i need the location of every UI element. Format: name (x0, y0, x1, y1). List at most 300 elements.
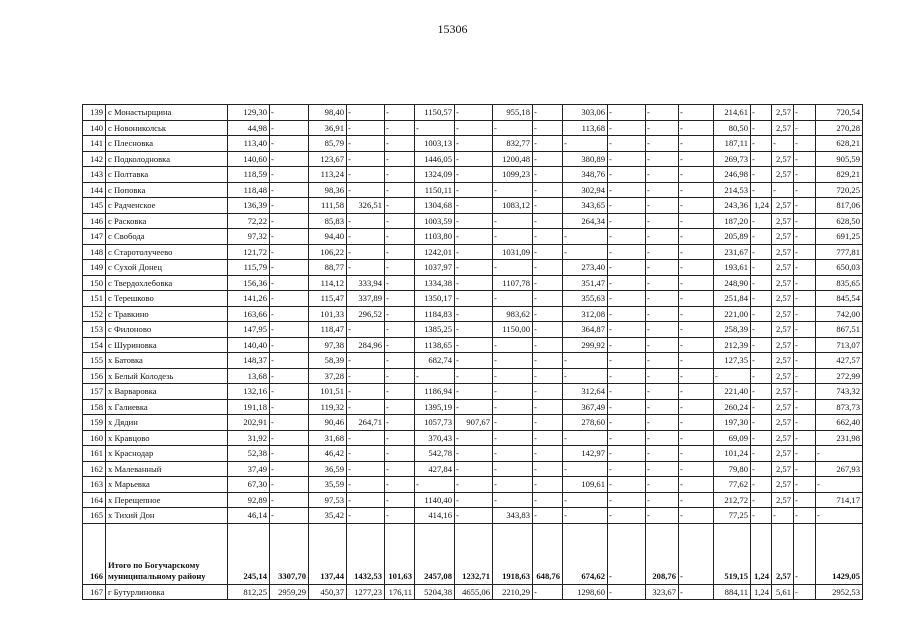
table-row (83, 492, 863, 508)
value-cell-1: 113,40 (228, 136, 270, 152)
row-index: 142 (83, 151, 106, 167)
value-cell-7: - (455, 291, 493, 307)
value-cell-3: 85,79 (309, 136, 347, 152)
value-cell-5: - (385, 306, 415, 322)
value-cell-4: - (347, 430, 385, 446)
value-cell-3: 85,83 (309, 213, 347, 229)
value-cell-16: 2,57 (772, 477, 794, 493)
table-row (83, 151, 863, 167)
value-cell-9: - (533, 384, 563, 400)
value-cell-6: 1385,25 (415, 322, 455, 338)
value-cell-11: - (608, 105, 646, 121)
value-cell-3: 115,47 (309, 291, 347, 307)
value-cell-3: 94,40 (309, 229, 347, 245)
value-cell-3: 114,12 (309, 275, 347, 291)
value-cell-10: 1298,60 (563, 584, 608, 600)
value-cell-12: - (646, 151, 679, 167)
value-cell-17: - (794, 446, 816, 462)
value-cell-7: - (455, 167, 493, 183)
value-cell-15: - (751, 136, 772, 152)
value-cell-10: 355,63 (563, 291, 608, 307)
value-cell-7: - (455, 461, 493, 477)
value-cell-1: 129,30 (228, 105, 270, 121)
value-cell-17: - (794, 508, 816, 524)
value-cell-15: - (751, 105, 772, 121)
value-cell-11: - (608, 477, 646, 493)
value-cell-4: - (347, 322, 385, 338)
value-cell-8: - (493, 477, 533, 493)
row-index: 167 (83, 584, 106, 600)
row-index: 165 (83, 508, 106, 524)
table-row (83, 136, 863, 152)
value-cell-2: - (270, 244, 309, 260)
value-cell-15: - (751, 430, 772, 446)
value-cell-17: - (794, 492, 816, 508)
value-cell-8: 1107,78 (493, 275, 533, 291)
value-cell-16: 2,57 (772, 446, 794, 462)
value-cell-18: 867,51 (816, 322, 863, 338)
value-cell-6: 1003,13 (415, 136, 455, 152)
value-cell-10: - (563, 136, 608, 152)
value-cell-14: 258,39 (714, 322, 751, 338)
value-cell-12: - (646, 306, 679, 322)
value-cell-16: 2,57 (772, 291, 794, 307)
value-cell-5: - (385, 291, 415, 307)
value-cell-18: 835,65 (816, 275, 863, 291)
value-cell-4: - (347, 508, 385, 524)
value-cell-15: - (751, 492, 772, 508)
value-cell-16: 2,57 (772, 430, 794, 446)
value-cell-15: - (751, 151, 772, 167)
value-cell-15: 1,24 (751, 584, 772, 600)
value-cell-8: 955,18 (493, 105, 533, 121)
value-cell-7: - (455, 306, 493, 322)
value-cell-18: 714,17 (816, 492, 863, 508)
value-cell-2: - (270, 399, 309, 415)
value-cell-16: 2,57 (772, 213, 794, 229)
value-cell-7: 4655,06 (455, 584, 493, 600)
value-cell-12: - (646, 337, 679, 353)
value-cell-10: - (563, 229, 608, 245)
row-index: 147 (83, 229, 106, 245)
value-cell-11: - (608, 244, 646, 260)
value-cell-8: - (493, 120, 533, 136)
value-cell-13: - (679, 275, 714, 291)
value-cell-6: 1324,09 (415, 167, 455, 183)
value-cell-6: 1138,65 (415, 337, 455, 353)
value-cell-15: - (751, 182, 772, 198)
row-index: 156 (83, 368, 106, 384)
value-cell-18: 1429,05 (816, 523, 863, 584)
value-cell-14: 246,98 (714, 167, 751, 183)
row-index: 162 (83, 461, 106, 477)
value-cell-6: 5204,38 (415, 584, 455, 600)
value-cell-4: - (347, 353, 385, 369)
value-cell-7: - (455, 384, 493, 400)
value-cell-13: - (679, 399, 714, 415)
value-cell-7: - (455, 492, 493, 508)
value-cell-10: 142,97 (563, 446, 608, 462)
value-cell-17: - (794, 291, 816, 307)
value-cell-13: - (679, 291, 714, 307)
value-cell-4: 1432,53 (347, 523, 385, 584)
value-cell-11: - (608, 182, 646, 198)
value-cell-11: - (608, 399, 646, 415)
row-index: 146 (83, 213, 106, 229)
value-cell-14: 187,11 (714, 136, 751, 152)
value-cell-14: 214,53 (714, 182, 751, 198)
value-cell-13: - (679, 415, 714, 431)
value-cell-16: 2,57 (772, 492, 794, 508)
value-cell-9: - (533, 260, 563, 276)
value-cell-12: - (646, 508, 679, 524)
settlement-name: х Галиевка (106, 399, 228, 415)
value-cell-13: - (679, 508, 714, 524)
value-cell-14: 251,84 (714, 291, 751, 307)
value-cell-15: 1,24 (751, 523, 772, 584)
value-cell-15: - (751, 260, 772, 276)
value-cell-15: - (751, 337, 772, 353)
value-cell-12: - (646, 477, 679, 493)
value-cell-3: 118,47 (309, 322, 347, 338)
value-cell-10: 109,61 (563, 477, 608, 493)
value-cell-9: - (533, 322, 563, 338)
value-cell-16: 5,61 (772, 584, 794, 600)
value-cell-12: - (646, 229, 679, 245)
value-cell-8: - (493, 384, 533, 400)
value-cell-1: 148,37 (228, 353, 270, 369)
value-cell-9: - (533, 353, 563, 369)
value-cell-9: - (533, 229, 563, 245)
value-cell-16: 2,57 (772, 384, 794, 400)
value-cell-1: 44,98 (228, 120, 270, 136)
value-cell-8: - (493, 291, 533, 307)
value-cell-7: - (455, 446, 493, 462)
value-cell-6: 1304,68 (415, 198, 455, 214)
value-cell-7: - (455, 244, 493, 260)
value-cell-17: - (794, 105, 816, 121)
row-index: 152 (83, 306, 106, 322)
value-cell-18: 873,73 (816, 399, 863, 415)
value-cell-14: 243,36 (714, 198, 751, 214)
value-cell-17: - (794, 244, 816, 260)
value-cell-3: 35,59 (309, 477, 347, 493)
value-cell-9: - (533, 105, 563, 121)
value-cell-5: - (385, 368, 415, 384)
value-cell-14: 205,89 (714, 229, 751, 245)
settlement-name: Итого по Богучарскому муниципальному району (106, 523, 228, 584)
value-cell-8: 1200,48 (493, 151, 533, 167)
value-cell-1: 202,91 (228, 415, 270, 431)
value-cell-5: - (385, 415, 415, 431)
value-cell-10: 264,34 (563, 213, 608, 229)
value-cell-17: - (794, 584, 816, 600)
table-row (83, 337, 863, 353)
value-cell-4: - (347, 151, 385, 167)
value-cell-18: 270,28 (816, 120, 863, 136)
value-cell-3: 97,38 (309, 337, 347, 353)
value-cell-6: 414,16 (415, 508, 455, 524)
value-cell-13: - (679, 322, 714, 338)
value-cell-14: 187,20 (714, 213, 751, 229)
value-cell-13: - (679, 353, 714, 369)
value-cell-3: 111,58 (309, 198, 347, 214)
value-cell-13: - (679, 584, 714, 600)
value-cell-1: 191,18 (228, 399, 270, 415)
value-cell-17: - (794, 477, 816, 493)
value-cell-2: - (270, 353, 309, 369)
value-cell-18: 845,54 (816, 291, 863, 307)
value-cell-17: - (794, 415, 816, 431)
value-cell-4: - (347, 477, 385, 493)
value-cell-13: - (679, 229, 714, 245)
value-cell-8: 1099,23 (493, 167, 533, 183)
value-cell-11: - (608, 368, 646, 384)
value-cell-16: 2,57 (772, 322, 794, 338)
table-row (83, 260, 863, 276)
value-cell-3: 137,44 (309, 523, 347, 584)
value-cell-13: - (679, 182, 714, 198)
value-cell-4: - (347, 384, 385, 400)
value-cell-2: - (270, 306, 309, 322)
value-cell-1: 147,95 (228, 322, 270, 338)
value-cell-2: - (270, 229, 309, 245)
value-cell-10: 302,94 (563, 182, 608, 198)
value-cell-7: - (455, 213, 493, 229)
table-row (83, 368, 863, 384)
settlement-name: с Расковка (106, 213, 228, 229)
value-cell-2: - (270, 167, 309, 183)
value-cell-1: 118,48 (228, 182, 270, 198)
value-cell-18: 628,21 (816, 136, 863, 152)
value-cell-15: - (751, 446, 772, 462)
row-index: 148 (83, 244, 106, 260)
value-cell-17: - (794, 198, 816, 214)
value-cell-9: - (533, 430, 563, 446)
row-index: 151 (83, 291, 106, 307)
value-cell-5: - (385, 275, 415, 291)
value-cell-15: - (751, 167, 772, 183)
value-cell-6: - (415, 120, 455, 136)
value-cell-10: 348,76 (563, 167, 608, 183)
value-cell-10: - (563, 461, 608, 477)
value-cell-7: - (455, 322, 493, 338)
value-cell-11: - (608, 584, 646, 600)
value-cell-1: 140,60 (228, 151, 270, 167)
value-cell-9: - (533, 461, 563, 477)
value-cell-4: - (347, 167, 385, 183)
settlement-name: с Новониколськ (106, 120, 228, 136)
value-cell-11: - (608, 291, 646, 307)
settlement-name: с Плесновка (106, 136, 228, 152)
value-cell-12: - (646, 275, 679, 291)
value-cell-17: - (794, 384, 816, 400)
value-cell-2: - (270, 461, 309, 477)
value-cell-12: 323,67 (646, 584, 679, 600)
value-cell-15: - (751, 291, 772, 307)
value-cell-2: 3307,70 (270, 523, 309, 584)
value-cell-14: 77,25 (714, 508, 751, 524)
value-cell-3: 36,59 (309, 461, 347, 477)
table-row (83, 430, 863, 446)
value-cell-8: 1150,00 (493, 322, 533, 338)
value-cell-11: - (608, 384, 646, 400)
value-cell-10: - (563, 508, 608, 524)
data-table (82, 104, 863, 600)
value-cell-17: - (794, 523, 816, 584)
value-cell-8: 832,77 (493, 136, 533, 152)
table-row (83, 477, 863, 493)
value-cell-13: - (679, 492, 714, 508)
value-cell-9: - (533, 182, 563, 198)
value-cell-8: 1918,63 (493, 523, 533, 584)
value-cell-16: 2,57 (772, 461, 794, 477)
value-cell-14: 248,90 (714, 275, 751, 291)
row-index: 159 (83, 415, 106, 431)
settlement-name: с Старотолучеево (106, 244, 228, 260)
table-row (83, 229, 863, 245)
value-cell-3: 37,28 (309, 368, 347, 384)
value-cell-15: - (751, 229, 772, 245)
value-cell-6: 1150,57 (415, 105, 455, 121)
value-cell-3: 97,53 (309, 492, 347, 508)
value-cell-1: 156,36 (228, 275, 270, 291)
value-cell-3: 119,32 (309, 399, 347, 415)
value-cell-10: 367,49 (563, 399, 608, 415)
value-cell-12: - (646, 399, 679, 415)
value-cell-11: - (608, 322, 646, 338)
value-cell-3: 46,42 (309, 446, 347, 462)
value-cell-7: - (455, 182, 493, 198)
value-cell-12: - (646, 244, 679, 260)
value-cell-4: - (347, 260, 385, 276)
value-cell-2: - (270, 477, 309, 493)
value-cell-8: - (493, 446, 533, 462)
value-cell-15: - (751, 306, 772, 322)
value-cell-2: - (270, 492, 309, 508)
value-cell-2: - (270, 415, 309, 431)
value-cell-10: - (563, 430, 608, 446)
value-cell-12: - (646, 446, 679, 462)
value-cell-1: 132,16 (228, 384, 270, 400)
value-cell-1: 52,38 (228, 446, 270, 462)
value-cell-2: - (270, 337, 309, 353)
value-cell-13: - (679, 430, 714, 446)
value-cell-7: - (455, 337, 493, 353)
value-cell-16: 2,57 (772, 151, 794, 167)
value-cell-6: 1242,01 (415, 244, 455, 260)
value-cell-17: - (794, 461, 816, 477)
value-cell-18: 905,59 (816, 151, 863, 167)
value-cell-2: - (270, 182, 309, 198)
value-cell-15: - (751, 120, 772, 136)
value-cell-13: - (679, 136, 714, 152)
value-cell-5: - (385, 508, 415, 524)
table-row (83, 120, 863, 136)
value-cell-13: - (679, 244, 714, 260)
value-cell-6: 1186,94 (415, 384, 455, 400)
value-cell-14: 231,67 (714, 244, 751, 260)
value-cell-9: - (533, 477, 563, 493)
value-cell-11: - (608, 508, 646, 524)
value-cell-15: - (751, 368, 772, 384)
value-cell-1: 245,14 (228, 523, 270, 584)
value-cell-17: - (794, 368, 816, 384)
value-cell-8: - (493, 461, 533, 477)
value-cell-14: 193,61 (714, 260, 751, 276)
value-cell-7: 1232,71 (455, 523, 493, 584)
value-cell-14: 269,73 (714, 151, 751, 167)
value-cell-5: - (385, 446, 415, 462)
row-index: 149 (83, 260, 106, 276)
value-cell-15: - (751, 508, 772, 524)
value-cell-14: 197,30 (714, 415, 751, 431)
value-cell-16: 2,57 (772, 337, 794, 353)
value-cell-15: - (751, 275, 772, 291)
value-cell-10: 273,40 (563, 260, 608, 276)
value-cell-5: - (385, 353, 415, 369)
value-cell-6: 1057,73 (415, 415, 455, 431)
value-cell-13: - (679, 260, 714, 276)
value-cell-5: - (385, 167, 415, 183)
value-cell-14: 212,39 (714, 337, 751, 353)
value-cell-12: - (646, 368, 679, 384)
value-cell-18: 720,54 (816, 105, 863, 121)
value-cell-18: 231,98 (816, 430, 863, 446)
value-cell-1: 67,30 (228, 477, 270, 493)
value-cell-18: 267,93 (816, 461, 863, 477)
value-cell-8: 343,83 (493, 508, 533, 524)
value-cell-5: - (385, 182, 415, 198)
value-cell-15: - (751, 415, 772, 431)
row-index: 166 (83, 523, 106, 584)
value-cell-2: 2959,29 (270, 584, 309, 600)
value-cell-4: - (347, 446, 385, 462)
row-index: 145 (83, 198, 106, 214)
value-cell-2: - (270, 322, 309, 338)
value-cell-3: 88,77 (309, 260, 347, 276)
value-cell-18: - (816, 477, 863, 493)
value-cell-4: - (347, 105, 385, 121)
value-cell-6: - (415, 477, 455, 493)
value-cell-11: - (608, 275, 646, 291)
value-cell-9: - (533, 337, 563, 353)
value-cell-11: - (608, 461, 646, 477)
value-cell-11: - (608, 306, 646, 322)
settlement-name: х Краснодар (106, 446, 228, 462)
table-row (83, 167, 863, 183)
value-cell-9: - (533, 151, 563, 167)
value-cell-18: - (816, 508, 863, 524)
value-cell-3: 98,36 (309, 182, 347, 198)
value-cell-2: - (270, 120, 309, 136)
table-row (83, 213, 863, 229)
value-cell-5: - (385, 461, 415, 477)
value-cell-1: 72,22 (228, 213, 270, 229)
value-cell-2: - (270, 198, 309, 214)
value-cell-4: 284,96 (347, 337, 385, 353)
value-cell-10: 278,60 (563, 415, 608, 431)
row-index: 163 (83, 477, 106, 493)
value-cell-5: - (385, 229, 415, 245)
table-body (83, 105, 863, 600)
value-cell-7: - (455, 198, 493, 214)
value-cell-8: - (493, 337, 533, 353)
value-cell-8: - (493, 213, 533, 229)
value-cell-6: 1184,83 (415, 306, 455, 322)
settlement-name: х Батовка (106, 353, 228, 369)
value-cell-4: - (347, 182, 385, 198)
